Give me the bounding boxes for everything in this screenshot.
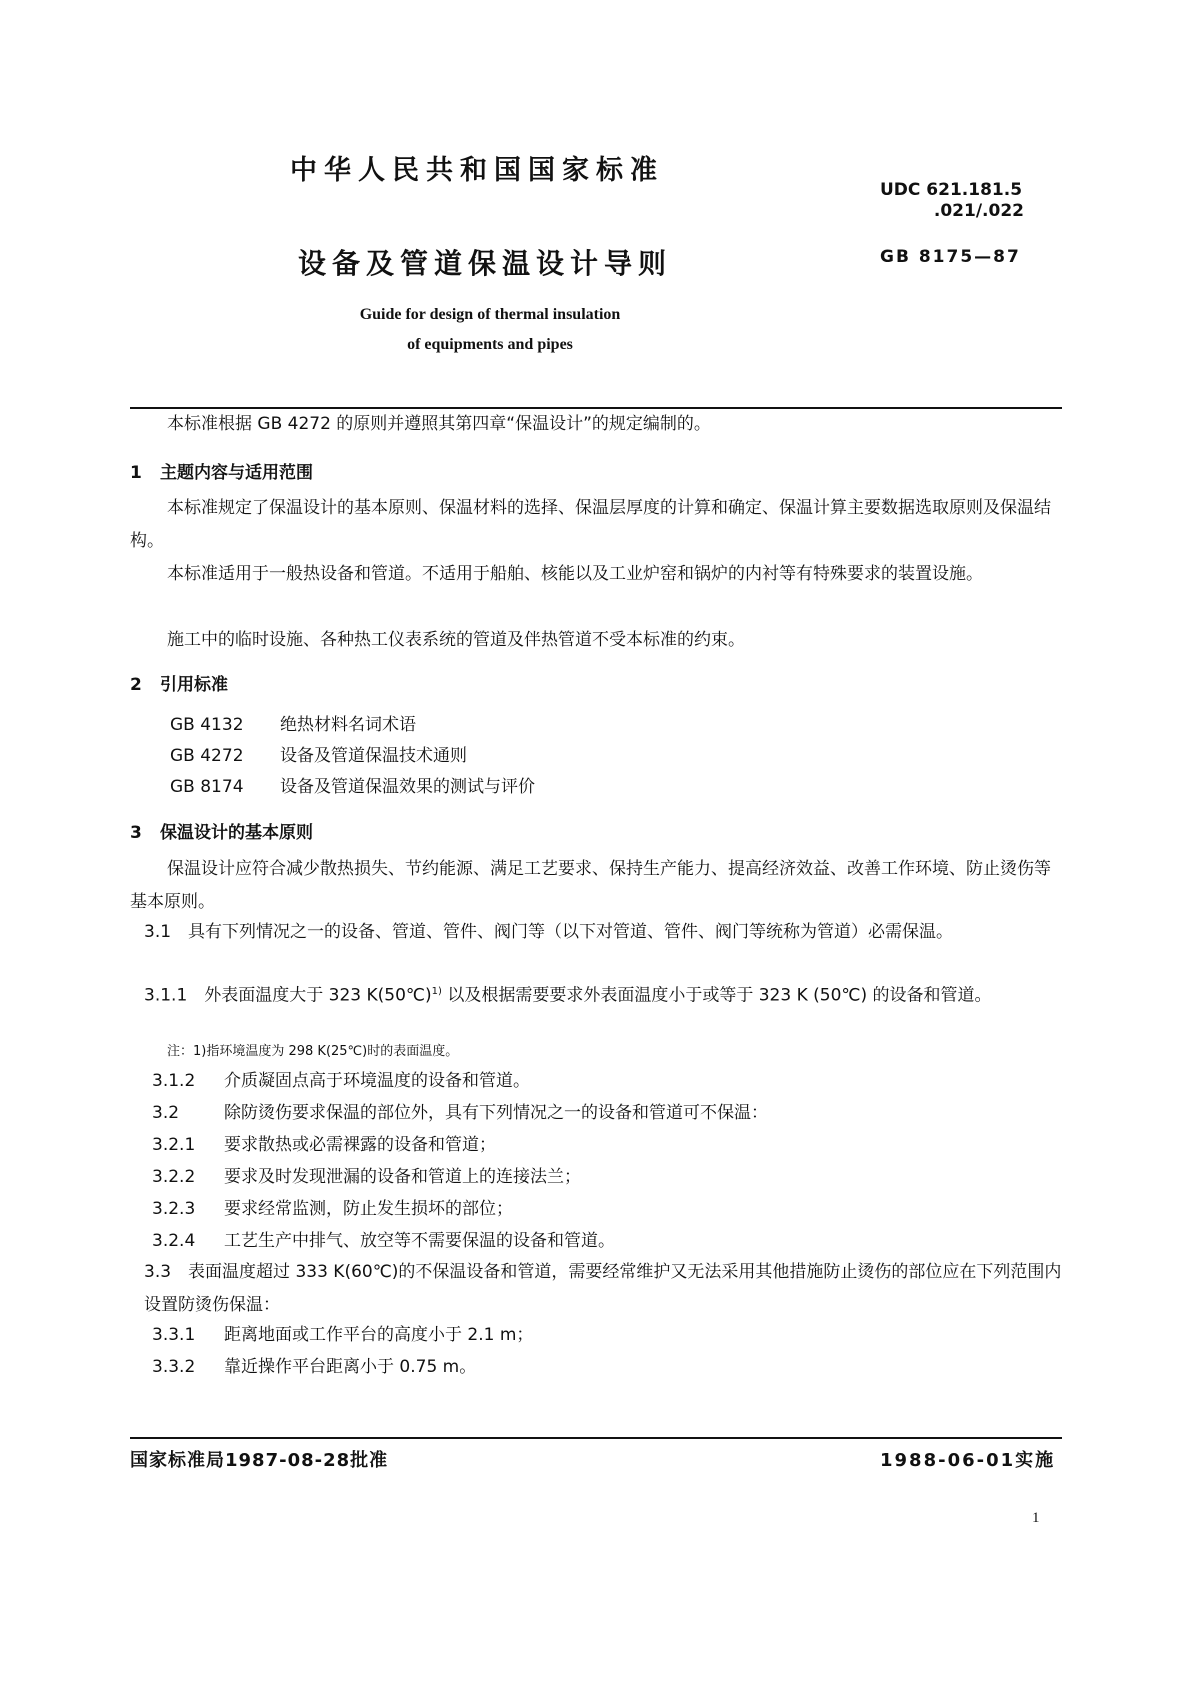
section-title: 主题内容与适用范围: [160, 463, 313, 483]
clause-number: 3.2.4: [152, 1231, 196, 1251]
clause-item: [152, 1320, 533, 1345]
clause-3-1-1: [144, 975, 1062, 1013]
reference-code: GB 8174: [170, 777, 244, 797]
section-number: 3: [130, 823, 142, 843]
section-title: 保温设计的基本原则: [160, 823, 313, 843]
clause-3-1-1-text-b: 以及根据需要要求外表面温度小于或等于 323 K (50℃) 的设备和管道。: [441, 985, 992, 1006]
footnote: 注：1)指环境温度为 298 K(25℃)时的表面温度。: [167, 1044, 459, 1059]
clause-text: 工艺生产中排气、放空等不需要保温的设备和管道。: [224, 1231, 615, 1251]
clause-number: 3.2.2: [152, 1167, 196, 1187]
reference-name: 绝热材料名词术语: [280, 715, 416, 735]
section-1-paragraph-1: 本标准规定了保温设计的基本原则、保温材料的选择、保温层厚度的计算和确定、保温计算主要数据选取原则及保温结构。: [130, 498, 1051, 551]
clause-number: 3.3.1: [152, 1325, 196, 1345]
gb-number: GB 8175—87: [880, 247, 1021, 267]
section-2-heading: [130, 670, 228, 695]
footnote-marker: 1): [431, 986, 442, 997]
section-title: 引用标准: [160, 675, 228, 695]
clause-text: 要求散热或必需裸露的设备和管道；: [224, 1135, 496, 1155]
title-en-line-1: Guide for design of thermal insulation: [359, 306, 621, 323]
clause-text: 距离地面或工作平台的高度小于 2.1 m；: [224, 1325, 534, 1345]
clause-item: [152, 1194, 513, 1219]
reference-name: 设备及管道保温效果的测试与评价: [280, 777, 535, 797]
effective-date: 1988-06-01实施: [880, 1450, 1056, 1471]
reference-name: 设备及管道保温技术通则: [280, 746, 467, 766]
clause-3-3: [144, 1256, 1062, 1322]
section-number: 1: [130, 463, 142, 483]
clause-text: 介质凝固点高于环境温度的设备和管道。: [224, 1071, 530, 1091]
udc-code: [880, 180, 1030, 222]
clause-3-1-text: 3.1 具有下列情况之一的设备、管道、管件、阀门等（以下对管道、管件、阀门等统称为管道）必需保温。: [144, 922, 954, 942]
clause-number: 3.2.3: [152, 1199, 196, 1219]
reference-item: [170, 741, 467, 766]
clause-text: 靠近操作平台距离小于 0.75 m。: [224, 1357, 477, 1377]
reference-code: GB 4272: [170, 746, 244, 766]
section-3-paragraph-1: 保温设计应符合减少散热损失、节约能源、满足工艺要求、保持生产能力、提高经济效益、改善工作环境、防止烫伤等基本原则。: [130, 859, 1051, 912]
clause-3-1-1-text-a: 3.1.1 外表面温度大于 323 K(50℃): [144, 985, 432, 1006]
clause-item: [152, 1066, 530, 1091]
reference-item: [170, 772, 535, 797]
footer-divider: [130, 1437, 1062, 1439]
clause-item: [152, 1130, 496, 1155]
section-1-paragraph-3: 施工中的临时设施、各种热工仪表系统的管道及伴热管道不受本标准的约束。: [167, 630, 745, 650]
reference-item: [170, 710, 416, 735]
clause-text: 要求经常监测，防止发生损坏的部位；: [224, 1199, 513, 1219]
reference-code: GB 4132: [170, 715, 244, 735]
page-number: 1: [1032, 1510, 1040, 1526]
udc-line-2: .021/.022: [933, 201, 1024, 221]
clause-text: 除防烫伤要求保温的部位外，具有下列情况之一的设备和管道可不保温：: [224, 1103, 768, 1123]
clause-item: [152, 1226, 615, 1251]
intro-paragraph: 本标准根据 GB 4272 的原则并遵照其第四章“保温设计”的规定编制的。: [167, 414, 711, 434]
document-title-en: [300, 300, 680, 360]
title-en-line-2: of equipments and pipes: [407, 336, 573, 353]
udc-line-1: UDC 621.181.5: [880, 180, 1023, 200]
clause-item: [152, 1098, 768, 1123]
document-title-cn: 设备及管道保温设计导则: [298, 247, 673, 280]
approval-date: 国家标准局1987-08-28批准: [130, 1450, 389, 1471]
clause-3-1: [144, 916, 1062, 949]
standard-org-title: 中华人民共和国国家标准: [290, 155, 664, 186]
clause-3-3-text: 3.3 表面温度超过 333 K(60℃)的不保温设备和管道，需要经常维护又无法采用其他措施防止烫伤的部位应在下列范围内设置防烫伤保温：: [144, 1262, 1062, 1315]
section-1-heading: [130, 458, 313, 483]
section-3-heading: [130, 818, 313, 843]
clause-item: [152, 1162, 581, 1187]
clause-number: 3.2.1: [152, 1135, 196, 1155]
section-1-paragraph-2: 本标准适用于一般热设备和管道。不适用于船舶、核能以及工业炉窑和锅炉的内衬等有特殊要求的装置设施。: [167, 564, 983, 584]
section-number: 2: [130, 675, 142, 695]
clause-number: 3.1.2: [152, 1071, 196, 1091]
clause-text: 要求及时发现泄漏的设备和管道上的连接法兰；: [224, 1167, 581, 1187]
clause-number: 3.2: [152, 1103, 180, 1123]
clause-number: 3.3.2: [152, 1357, 196, 1377]
clause-item: [152, 1352, 476, 1377]
